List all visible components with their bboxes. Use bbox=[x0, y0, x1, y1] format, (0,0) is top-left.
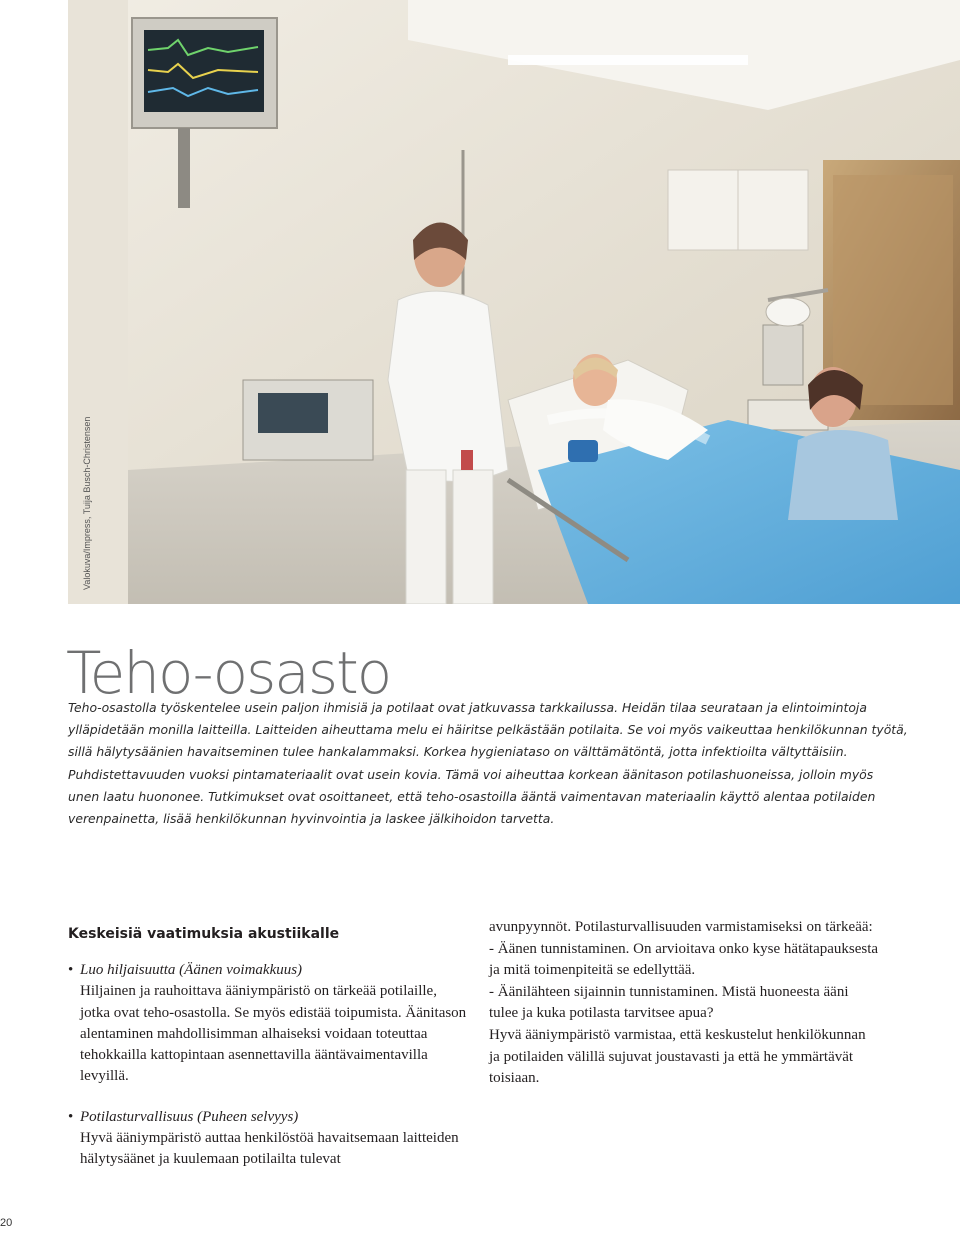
requirement-title-text: Luo hiljaisuutta (Äänen voimakkuus) bbox=[80, 962, 303, 978]
requirement-title bbox=[68, 960, 468, 981]
continuation-paragraph: avunpyynnöt. Potilasturvallisuuden varmistamiseksi on tärkeää: bbox=[489, 919, 873, 935]
intro-paragraph: Teho-osastolla työskentelee usein paljon ihmisiä ja potilaat ovat jatkuvassa tarkkailussa. Heidän tilaa seurataan ja elintoimintoja ylläpidetään monilla laitteilla. Laitteiden aiheuttama melu ei häiritse pelkästään potilaita. Se voi myös vaikeuttaa henkilökunnan työtä, sillä hälytysäänien havaitseminen tulee hankalammaksi. Korkea hygieniataso on välttämätöntä, jotta infektioilta vältyttäisiin. Puhdistettavuuden vuoksi pintamateriaalit ovat usein kovia. Tämä voi aiheuttaa korkean äänitason potilashuoneissa, jolloin myös unen laatu huononee. Tutkimukset ovat osoittaneet, että teho-osastoilla ääntä vaimentavan materiaalin käyttö alentaa potilaiden verenpainetta, lisää henkilökunnan hyvinvointia ja laskee jälkihoidon tarvetta. bbox=[68, 700, 908, 827]
continuation-list-item: - Äänen tunnistaminen. On arvioitava onko kyse hätätapauksesta ja mitä toimenpiteitä se edellyttää. bbox=[489, 940, 879, 979]
requirement-body: Hyvä ääniympäristö auttaa henkilöstöä havaitsemaan laitteiden hälytysäänet ja kuulemaan potilailta tulevat bbox=[80, 1130, 459, 1168]
requirements-heading: Keskeisiä vaatimuksia akustiikalle bbox=[68, 926, 340, 942]
requirement-item bbox=[68, 1107, 468, 1171]
requirement-title-text: Potilasturvallisuus (Puheen selvyys) bbox=[80, 1108, 299, 1125]
hospital-room-photo bbox=[68, 0, 960, 604]
requirements-right-column bbox=[489, 917, 879, 1090]
page-title: Teho-osasto bbox=[66, 639, 391, 707]
photo-illustration bbox=[68, 0, 960, 604]
photo-credit: Valokuva/Impress, Tuija Busch-Christensen bbox=[82, 416, 92, 590]
continuation-list-item: - Äänilähteen sijainnin tunnistaminen. Mistä huoneesta ääni tulee ja kuka potilasta tarvitsee apua? bbox=[489, 983, 849, 1022]
bullet-icon: • bbox=[68, 962, 74, 978]
requirement-title bbox=[68, 1107, 468, 1128]
requirements-left-column bbox=[68, 960, 468, 1190]
bullet-icon: • bbox=[68, 1108, 74, 1125]
continuation-paragraph: Hyvä ääniympäristö varmistaa, että keskustelut henkilökunnan ja potilaiden välillä sujuvat joustavasti ja että he ymmärtävät toisiaan. bbox=[489, 1026, 866, 1087]
requirement-item bbox=[68, 960, 468, 1088]
requirement-body: Hiljainen ja rauhoittava ääniympäristö on tärkeää potilaille, jotka ovat teho-osastolla. Se myös edistää toipumista. Äänitason alentaminen mahdollisimman alhaiseksi voidaan toteuttaa tehokkailla kattopintaan asennettavilla ääntävaimentavilla levyillä. bbox=[80, 983, 467, 1085]
page-number: 20 bbox=[0, 1217, 13, 1229]
